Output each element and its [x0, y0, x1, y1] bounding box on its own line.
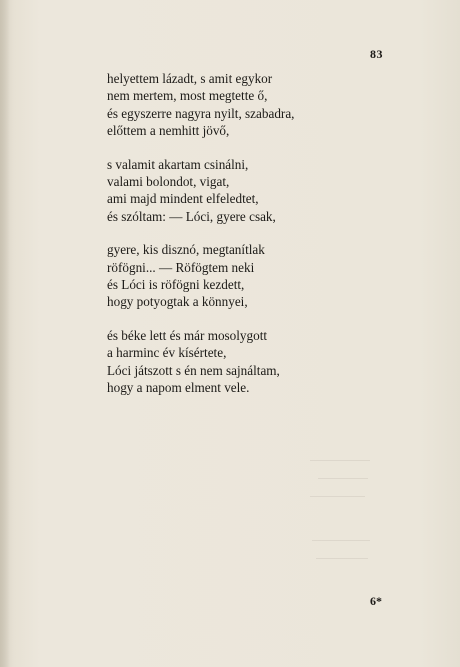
show-through-mark [318, 478, 368, 479]
show-through-mark [310, 460, 370, 461]
poem-line: hogy potyogtak a könnyei, [107, 294, 248, 310]
show-through-mark [316, 558, 368, 559]
poem-line: valami bolondot, vigat, [107, 174, 230, 190]
poem-line: előttem a nemhitt jövő, [107, 123, 230, 139]
poem-line: helyettem lázadt, s amit egykor [107, 71, 273, 86]
printer-signature: 6* [370, 594, 382, 608]
poem-line: és Lóci is röfögni kezdett, [107, 277, 245, 293]
poem-line: röfögni... — Röfögtem neki [107, 259, 255, 275]
poem-text [107, 70, 357, 413]
gutter-shadow [0, 0, 10, 667]
stanza [107, 156, 357, 226]
poem-line: Lóci játszott s én nem sajnáltam, [107, 362, 280, 378]
poem-line: nem mertem, most megtette ő, [107, 88, 268, 104]
poem-line: s valamit akartam csinálni, [107, 156, 249, 172]
poem-line: ami majd mindent elfeledtet, [107, 191, 259, 207]
show-through-mark [310, 496, 365, 497]
stanza [107, 70, 357, 140]
page-number: 83 [370, 47, 383, 61]
poem-line: és béke lett és már mosolygott [107, 327, 268, 343]
stanza [107, 327, 357, 397]
poem-line: gyere, kis disznó, megtanítlak [107, 242, 265, 258]
poem-line: hogy a napom elment vele. [107, 380, 250, 396]
poem-line: és szóltam: — Lóci, gyere csak, [107, 208, 276, 224]
show-through-mark [312, 540, 370, 541]
poem-line: a harminc év kísértete, [107, 345, 227, 361]
stanza [107, 241, 357, 311]
poem-line: és egyszerre nagyra nyilt, szabadra, [107, 105, 295, 121]
